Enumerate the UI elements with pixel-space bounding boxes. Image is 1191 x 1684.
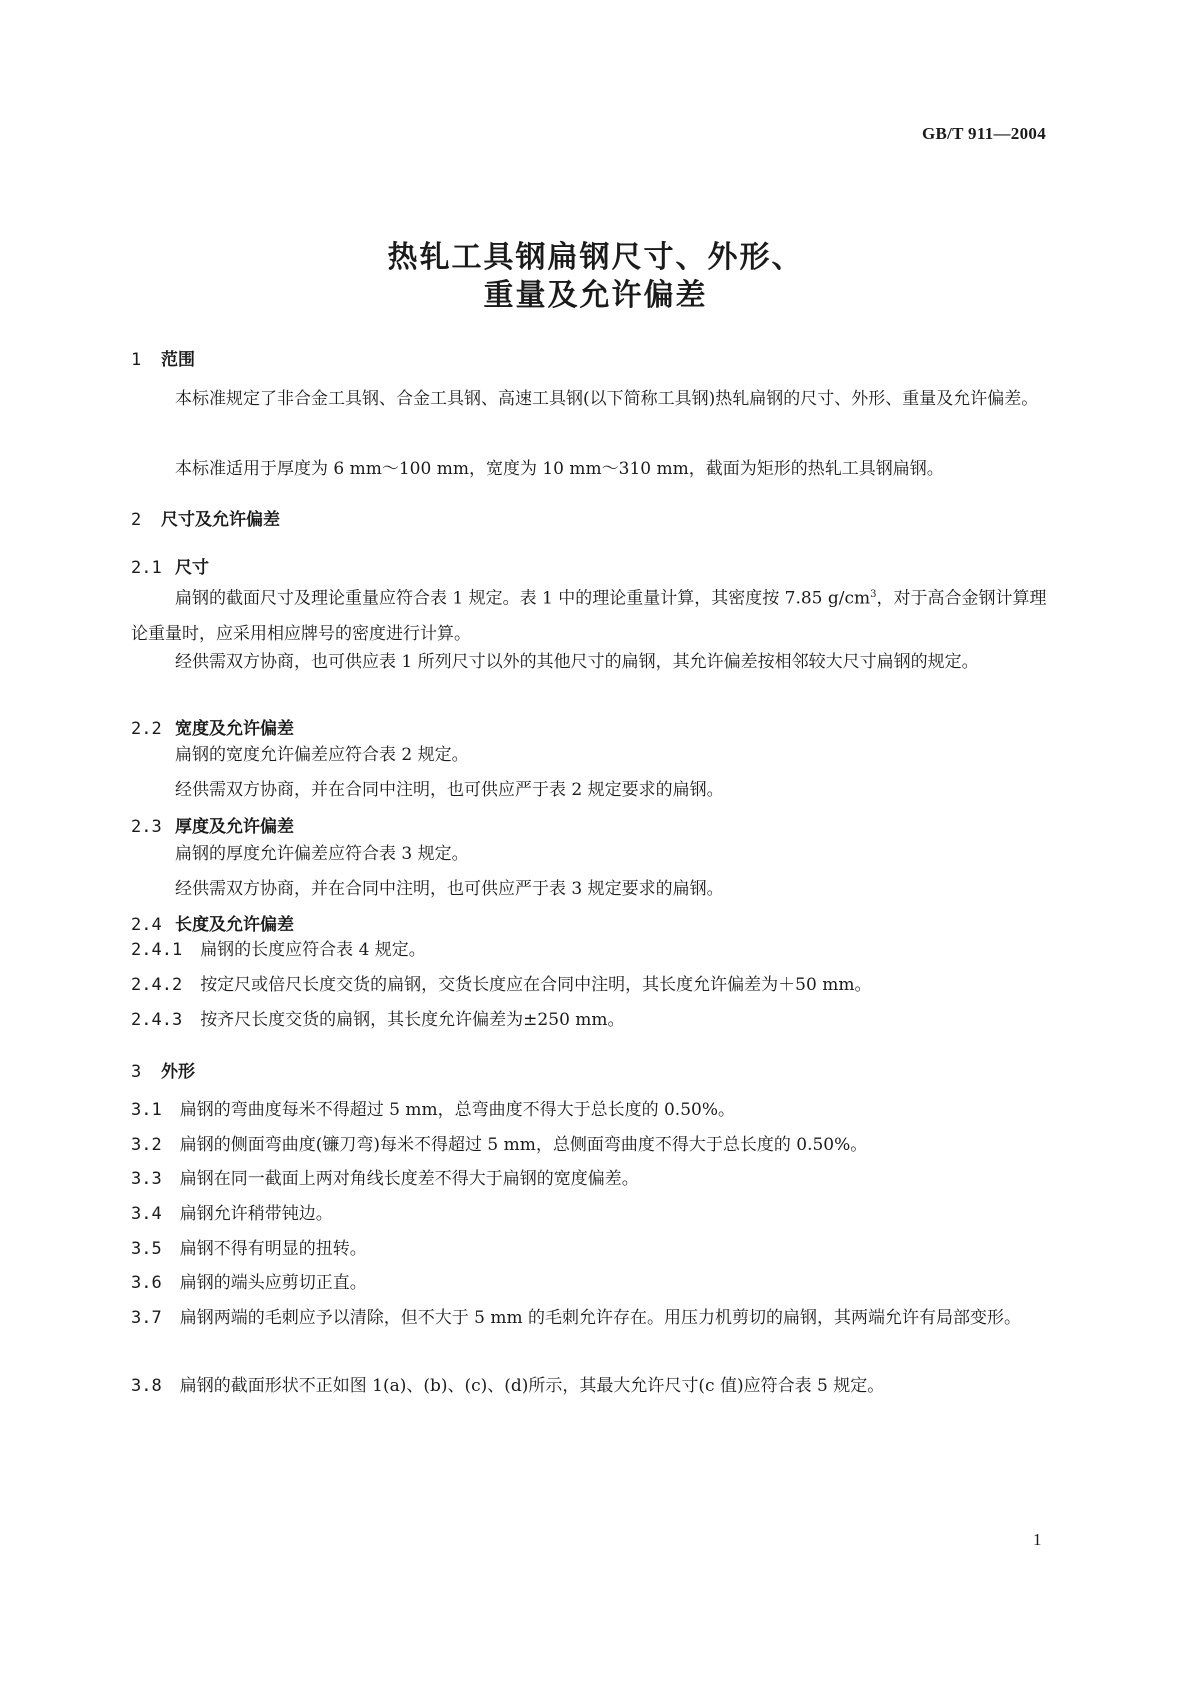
section-2-4-heading: 2.4 长度及允许偏差 [131, 915, 294, 935]
section-2-heading: 2 尺寸及允许偏差 [131, 510, 280, 530]
section-2-4-3: 2.4.3 按齐尺长度交货的扁钢，其长度允许偏差为±250 mm。 [131, 1010, 625, 1030]
section-3-5: 3.5 扁钢不得有明显的扭转。 [131, 1239, 367, 1259]
section-1-heading: 1 范围 [131, 350, 195, 370]
page-number: 1 [1033, 1530, 1042, 1549]
section-3-2: 3.2 扁钢的侧面弯曲度(镰刀弯)每米不得超过 5 mm，总侧面弯曲度不得大于总长度的 0.50%。 [131, 1135, 868, 1155]
section-2-4-2: 2.4.2 按定尺或倍尺长度交货的扁钢，交货长度应在合同中注明，其长度允许偏差为＋50 mm。 [131, 975, 872, 995]
section-2-1-paragraph-2: 经供需双方协商，也可供应表 1 所列尺寸以外的其他尺寸的扁钢，其允许偏差按相邻较大尺寸扁钢的规定。 [175, 652, 979, 672]
section-3-heading: 3 外形 [131, 1062, 195, 1082]
section-2-2-paragraph-1: 扁钢的宽度允许偏差应符合表 2 规定。 [175, 745, 469, 765]
section-3-6: 3.6 扁钢的端头应剪切正直。 [131, 1273, 367, 1293]
section-3-4: 3.4 扁钢允许稍带钝边。 [131, 1204, 333, 1224]
section-1-paragraph-1: 本标准规定了非合金工具钢、合金工具钢、高速工具钢(以下简称工具钢)热轧扁钢的尺寸、外形、重量及允许偏差。 [175, 389, 1039, 409]
section-2-2-heading: 2.2 宽度及允许偏差 [131, 719, 294, 739]
section-2-1-paragraph-1: 扁钢的截面尺寸及理论重量应符合表 1 规定。表 1 中的理论重量计算，其密度按 7.85 $g/cm^3$，对于高合金钢计算理论重量时，应采用相应牌号的密度进行计算。 [131, 588, 1047, 644]
section-2-3-paragraph-1: 扁钢的厚度允许偏差应符合表 3 规定。 [175, 844, 469, 864]
document-title-line-1: 热轧工具钢扁钢尺寸、外形、 [387, 240, 804, 275]
section-3-8: 3.8 扁钢的截面形状不正如图 1(a)、(b)、(c)、(d)所示，其最大允许尺寸(c 值)应符合表 5 规定。 [131, 1376, 885, 1396]
section-2-2-paragraph-2: 经供需双方协商，并在合同中注明，也可供应严于表 2 规定要求的扁钢。 [175, 780, 724, 800]
section-1-paragraph-2: 本标准适用于厚度为 6 mm～100 mm，宽度为 10 mm～310 mm，截面为矩形的热轧工具钢扁钢。 [175, 459, 944, 479]
section-2-4-1: 2.4.1 扁钢的长度应符合表 4 规定。 [131, 940, 426, 960]
section-3-3: 3.3 扁钢在同一截面上两对角线长度差不得大于扁钢的宽度偏差。 [131, 1169, 639, 1189]
section-2-1-heading: 2.1 尺寸 [131, 558, 209, 578]
standard-code: GB/T 911—2004 [921, 124, 1046, 143]
section-3-7: 3.7 扁钢两端的毛刺应予以清除，但不大于 5 mm 的毛刺允许存在。用压力机剪切的扁钢，其两端允许有局部变形。 [131, 1308, 1021, 1328]
section-3-1: 3.1 扁钢的弯曲度每米不得超过 5 mm，总弯曲度不得大于总长度的 0.50%。 [131, 1100, 735, 1120]
document-title-line-2: 重量及允许偏差 [483, 278, 708, 313]
section-2-3-heading: 2.3 厚度及允许偏差 [131, 817, 294, 837]
section-2-3-paragraph-2: 经供需双方协商，并在合同中注明，也可供应严于表 3 规定要求的扁钢。 [175, 879, 724, 899]
